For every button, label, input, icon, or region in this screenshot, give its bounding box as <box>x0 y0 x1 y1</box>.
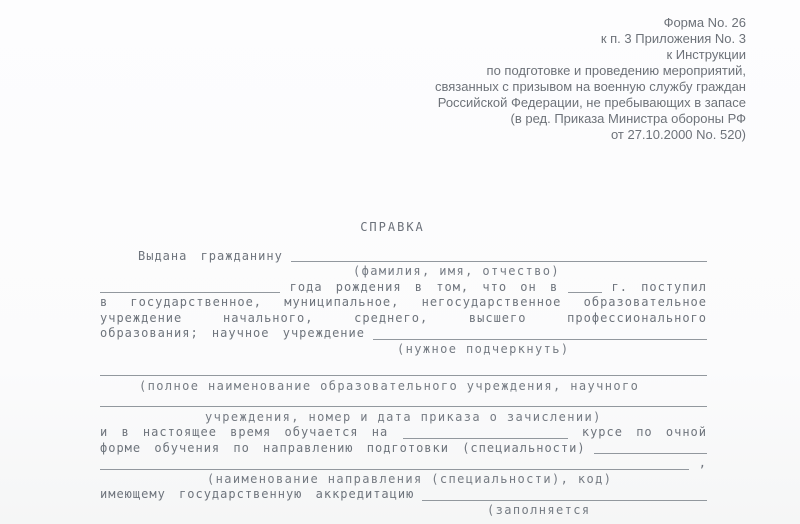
caption-underline-needed: (нужное подчеркнуть) <box>397 341 570 356</box>
blank-institution-name-1 <box>100 375 707 376</box>
institution-level-row: учреждение начального, среднего, высшего профессионального <box>100 310 707 325</box>
birth-row-text: года рождения в том, что он в <box>289 279 559 294</box>
birth-year-row <box>100 280 707 296</box>
trailing-comma: , <box>698 456 707 470</box>
form-number-line: Форма No. 26 <box>663 15 746 30</box>
blank-birth-year <box>100 280 280 293</box>
instruction-desc-line-1: по подготовке и проведению мероприятий, <box>486 63 746 78</box>
institution-name-line-1 <box>100 363 707 379</box>
instruction-desc-line-2: связанных с призывом на военную службу граждан <box>435 79 746 94</box>
blank-citizen-name <box>291 249 707 262</box>
accreditation-row <box>100 487 707 503</box>
blank-institution-name-2 <box>100 406 707 407</box>
study-form-label: форме обучения по направлению подготовки (специальности) <box>100 440 586 455</box>
specialty-line-row <box>100 456 707 472</box>
blank-admission-year <box>568 280 602 293</box>
accreditation-label: имеющему государственную аккредитацию <box>100 487 415 501</box>
education-label: образования; научное учреждение <box>100 326 365 340</box>
appendix-line: к п. 3 Приложения No. 3 <box>600 31 746 46</box>
caption-full-name: (фамилия, имя, отчество) <box>353 264 560 278</box>
document-title: СПРАВКА <box>360 220 425 234</box>
blank-scientific-institution <box>373 327 707 340</box>
birth-row-text-end: г. поступил <box>611 279 707 294</box>
education-row <box>100 326 707 342</box>
edition-line-1: (в ред. Приказа Министра обороны РФ <box>510 111 746 126</box>
current-course-row <box>100 425 707 441</box>
document-body <box>100 220 707 518</box>
instruction-desc-line-3: Российской Федерации, не пребывающих в запасе <box>437 95 746 110</box>
current-course-label: и в настоящее время обучается на <box>100 425 389 439</box>
institution-name-line-2 <box>100 394 707 410</box>
institution-type-row: в государственное, муниципальное, негосударственное образовательное <box>100 295 707 309</box>
blank-course-number <box>403 426 568 439</box>
blank-specialty-2 <box>100 457 689 470</box>
blank-accreditation <box>422 488 707 501</box>
issued-to-row <box>138 249 707 265</box>
blank-specialty-1 <box>594 441 707 454</box>
caption-filled-in: (заполняется <box>487 502 591 517</box>
edition-line-2: от 27.10.2000 No. 520) <box>610 127 746 142</box>
issued-to-label: Выдана гражданину <box>138 248 283 263</box>
caption-specialty: (наименование направления (специальности), код) <box>207 471 613 486</box>
caption-institution-name-1: (полное наименование образовательного учреждения, научного <box>139 378 640 393</box>
form-reference-block <box>326 15 746 143</box>
caption-institution-name-2: учреждения, номер и дата приказа о зачислении) <box>205 409 602 424</box>
study-form-row <box>100 441 707 457</box>
instruction-line: к Инструкции <box>666 47 746 62</box>
current-course-label-end: курсе по очной <box>581 425 707 439</box>
